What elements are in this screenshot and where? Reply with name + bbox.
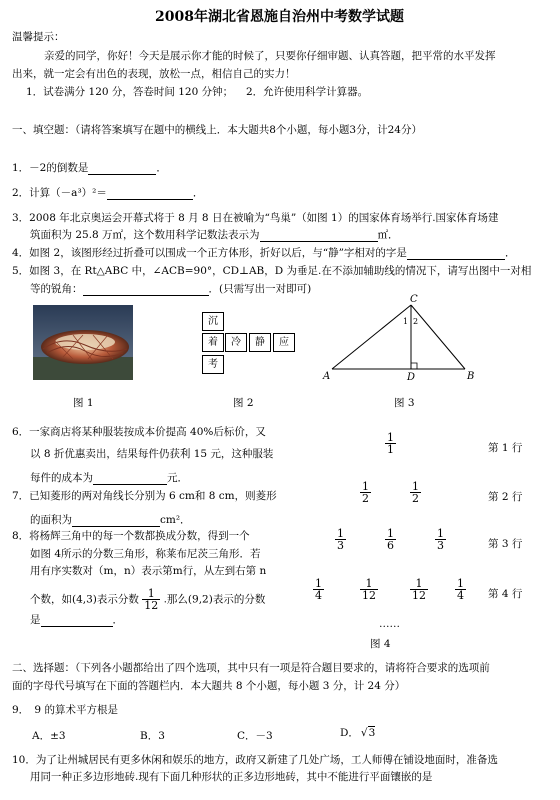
figure-2-cube-net bbox=[202, 312, 302, 382]
question-6-line-3: 每件的成本为 元． bbox=[30, 472, 188, 484]
question-8-line-2: 如图 4所示的分数三角形，称莱布尼茨三角形．若 bbox=[30, 548, 261, 560]
answer-blank[interactable] bbox=[93, 472, 167, 485]
figure-4-caption: 图 4 bbox=[370, 638, 391, 650]
net-cell: 静 bbox=[249, 333, 271, 352]
net-cell: 沉 bbox=[202, 312, 224, 331]
harmonic-fraction: $\frac{1}{3}$ bbox=[437, 527, 444, 552]
rules-1: 1．试卷满分 120 分，答卷时间 120 分钟； bbox=[26, 86, 234, 98]
question-4: 4．如图 2，该图形经过折叠可以围成一个正方体形，折好以后，与“静”字相对的字是 ． bbox=[12, 247, 516, 259]
harmonic-fraction: $\frac{1}{6}$ bbox=[387, 527, 394, 552]
question-3-line-1: 3．2008 年北京奥运会开幕式将于 8 月 8 日在被喻为“鸟巢”（如图 1）的国家体育场举行.国家体育场建 bbox=[12, 212, 499, 224]
question-5-line-1: 5．如图 3，在 Rt△ABC 中，∠ACB=90°，CD⊥AB，D 为垂足.在不添加辅助线的情况下，请写出图中一对相 bbox=[12, 265, 532, 277]
answer-blank[interactable] bbox=[88, 162, 156, 175]
question-10-line-1: 10．为了让州城居民有更多休闲和娱乐的地方，政府又新建了几处广场，工人师傅在铺设地面时，准备选 bbox=[12, 754, 498, 766]
harmonic-row-label: 第 3 行 bbox=[488, 538, 523, 550]
section2-heading-line-1: 二、选择题：（下列各小题都给出了四个选项，其中只有一项是符合题目要求的，请将符合要求的选项前 bbox=[12, 662, 490, 674]
label-b: B bbox=[467, 371, 475, 382]
bird-nest-stadium-image bbox=[33, 305, 133, 380]
page-title: 2008年湖北省恩施自治州中考数学试题 bbox=[155, 9, 404, 25]
figure-2-caption: 图 2 bbox=[233, 397, 254, 409]
answer-blank[interactable] bbox=[83, 283, 209, 296]
net-cell: 着 bbox=[202, 333, 224, 352]
harmonic-ellipsis: …… bbox=[379, 618, 400, 630]
question-6-line-1: 6．一家商店将某种服装按成本价提高 40%后标价，又 bbox=[12, 426, 266, 438]
tip-text-1: 亲爱的同学，你好！今天是展示你才能的时候了，只要你仔细审题、认真答题，把平常的水平发挥 bbox=[44, 50, 496, 62]
option-b[interactable]: B．3 bbox=[140, 730, 165, 742]
question-7-line-2: 的面积为 cm²． bbox=[30, 514, 191, 526]
question-7-line-1: 7．已知菱形的两对角线长分别为 6 cm和 8 cm，则菱形 bbox=[12, 490, 277, 502]
harmonic-row-label: 第 1 行 bbox=[488, 442, 523, 454]
tip-text-2: 出来，就一定会有出色的表现，放松一点，相信自己的实力！ bbox=[12, 68, 296, 80]
answer-blank[interactable] bbox=[407, 247, 505, 260]
question-8-line-5: 是 ． bbox=[30, 614, 123, 626]
fraction-1-12: $\frac{1}{12}$ bbox=[144, 587, 159, 612]
harmonic-fraction: $\frac{1}{12}$ bbox=[412, 577, 426, 602]
harmonic-row-label: 第 4 行 bbox=[488, 588, 523, 600]
angle-1-label: 1 bbox=[403, 317, 409, 326]
question-10-line-2: 用同一种正多边形地砖.现有下面几种形状的正多边形地砖，其中不能进行平面镶嵌的是 bbox=[30, 771, 433, 783]
tip-label: 温馨提示： bbox=[12, 31, 65, 43]
net-cell: 应 bbox=[273, 333, 295, 352]
question-8-line-1: 8．将杨辉三角中的每一个数都换成分数，得到一个 bbox=[12, 530, 250, 542]
question-1: 1．－2的倒数是 ． bbox=[12, 162, 167, 174]
question-9: 9． 9 的算术平方根是 bbox=[12, 704, 118, 716]
label-d: D bbox=[407, 372, 416, 383]
net-cell: 冷 bbox=[225, 333, 247, 352]
question-3-line-2: 筑面积为 25.8 万㎡，这个数用科学记数法表示为 ㎡． bbox=[30, 229, 399, 241]
harmonic-fraction: $\frac{1}{2}$ bbox=[412, 480, 419, 505]
answer-blank[interactable] bbox=[260, 229, 378, 242]
option-a[interactable]: A．±3 bbox=[32, 730, 66, 742]
harmonic-fraction: $\frac{1}{2}$ bbox=[362, 480, 369, 505]
answer-blank[interactable] bbox=[41, 614, 113, 627]
figure-1-stadium-photo bbox=[33, 305, 133, 380]
harmonic-row-label: 第 2 行 bbox=[488, 491, 523, 503]
net-cell: 考 bbox=[202, 355, 224, 374]
sqrt-symbol: √ bbox=[360, 727, 368, 739]
option-c[interactable]: C．－3 bbox=[237, 730, 273, 742]
answer-blank[interactable] bbox=[107, 187, 193, 200]
rules-2: 2．允许使用科学计算器。 bbox=[246, 86, 369, 98]
question-8-line-3: 用有序实数对（m，n）表示第m行，从左到右第 n bbox=[30, 565, 267, 577]
figure-3-triangle bbox=[318, 294, 488, 386]
label-a: A bbox=[323, 371, 331, 382]
question-2: 2．计算（－a³）²＝ ． bbox=[12, 187, 204, 199]
question-8-line-4: 个数，如(4,3)表示分数 $\frac{1}{12}$ .那么(9,2)表示的分数 bbox=[30, 587, 266, 612]
question-6-line-2: 以 8 折优惠卖出，结果每件仍获利 15 元，这种服装 bbox=[30, 448, 274, 460]
section2-heading-line-2: 面的字母代号填写在下面的答题栏内．本大题共 8 个小题，每小题 3 分，计 24 分） bbox=[12, 680, 406, 692]
right-triangle-diagram bbox=[318, 300, 488, 386]
harmonic-fraction: $\frac{1}{4}$ bbox=[457, 577, 464, 602]
harmonic-fraction: $\frac{1}{3}$ bbox=[337, 527, 344, 552]
harmonic-fraction: $\frac{1}{1}$ bbox=[387, 431, 394, 456]
label-c: C bbox=[410, 294, 418, 305]
section1-heading: 一、填空题：（请将答案填写在题中的横线上．本大题共8个小题，每小题3分，计24分） bbox=[12, 124, 422, 136]
harmonic-fraction: $\frac{1}{12}$ bbox=[362, 577, 376, 602]
figure-1-caption: 图 1 bbox=[73, 397, 94, 409]
question-5-line-2: 等的锐角： ．(只需写出一对即可) bbox=[30, 283, 312, 295]
harmonic-fraction: $\frac{1}{4}$ bbox=[315, 577, 322, 602]
answer-blank[interactable] bbox=[72, 514, 160, 527]
figure-3-caption: 图 3 bbox=[394, 397, 415, 409]
option-d[interactable]: D． √3 bbox=[340, 727, 376, 739]
angle-2-label: 2 bbox=[413, 317, 419, 326]
